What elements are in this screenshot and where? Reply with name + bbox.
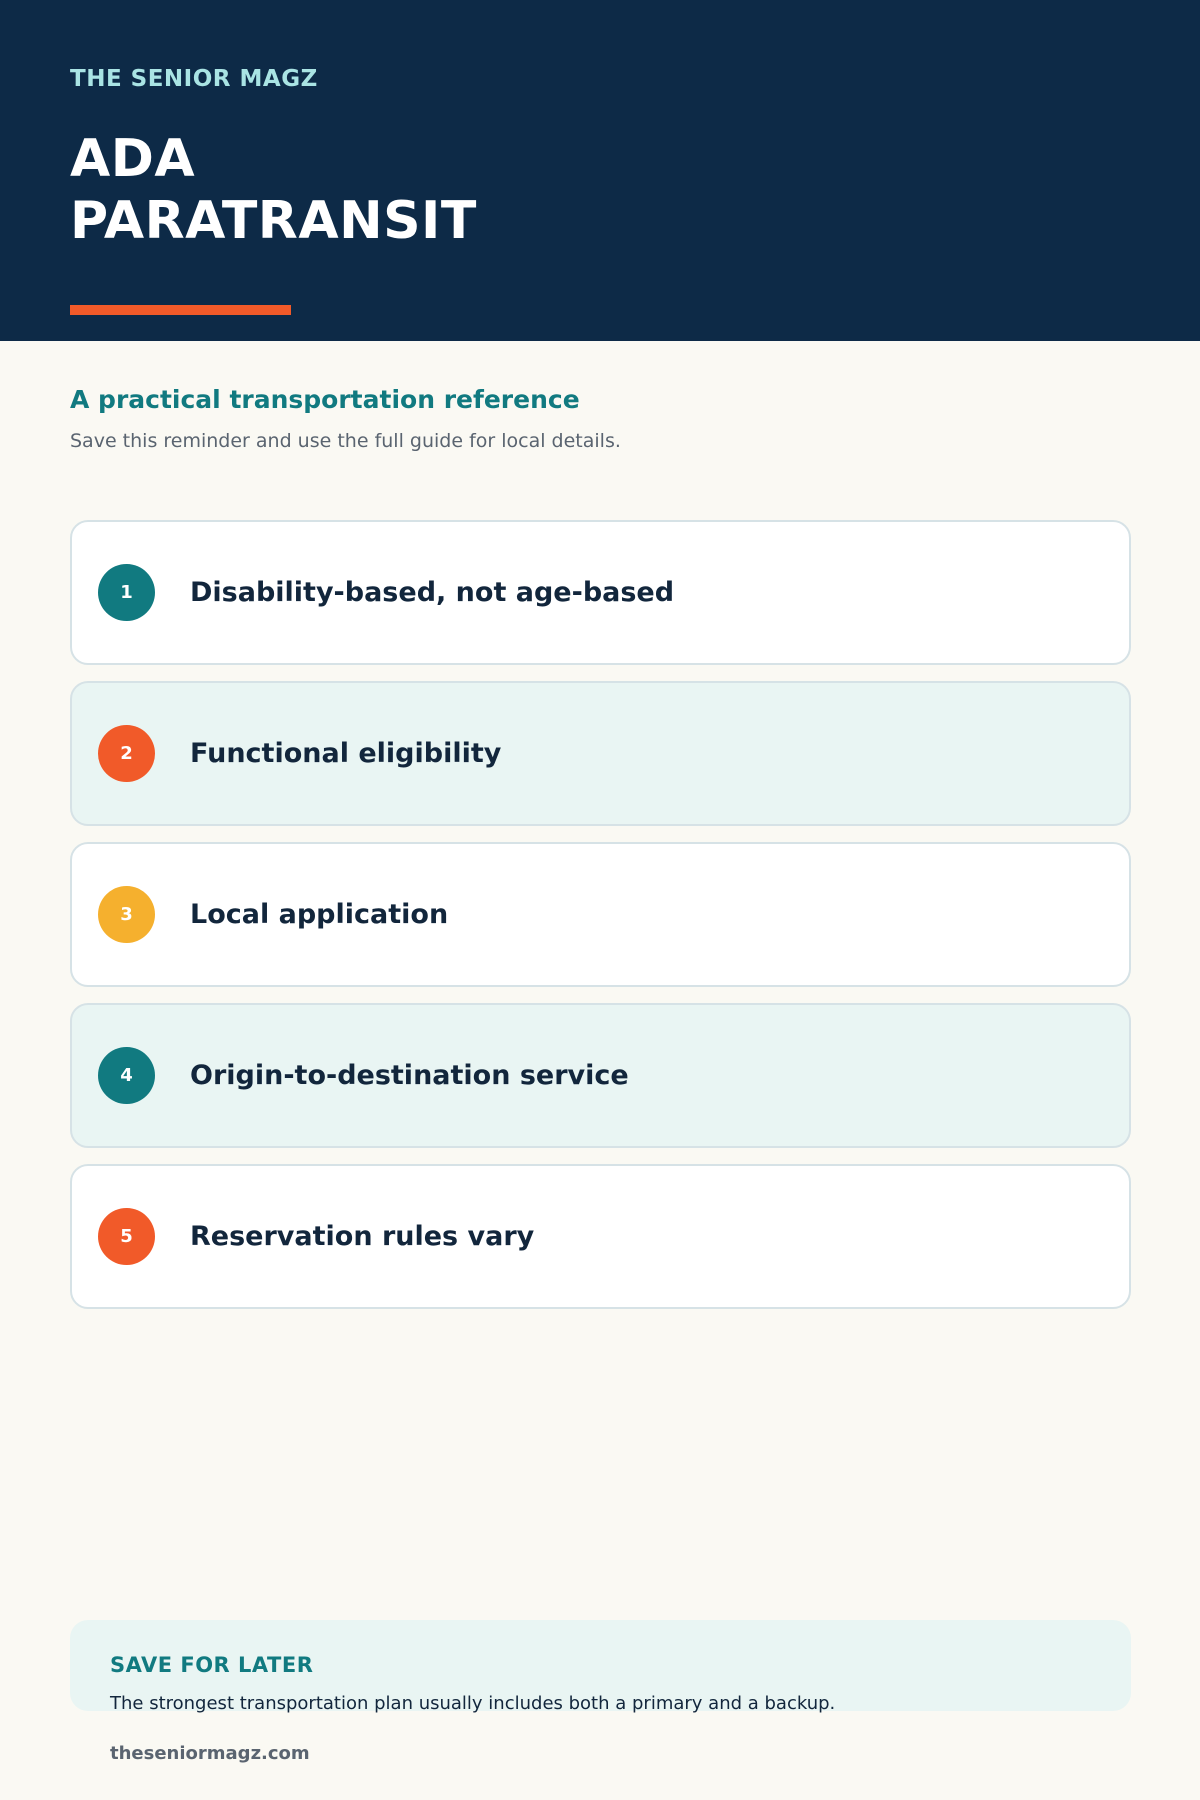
save-for-later-title: SAVE FOR LATER: [110, 1653, 314, 1677]
list-item: [70, 1164, 1131, 1309]
item-number-badge: 4: [98, 1047, 155, 1104]
header-banner: [0, 0, 1200, 341]
item-number-badge: 2: [98, 725, 155, 782]
list-item: [70, 842, 1131, 987]
page-title: [70, 128, 477, 252]
subtitle: A practical transportation reference: [70, 385, 580, 414]
list-item: [70, 520, 1131, 665]
item-number-badge: 3: [98, 886, 155, 943]
item-number-badge: 5: [98, 1208, 155, 1265]
save-for-later-text: The strongest transportation plan usually includes both a primary and a backup.: [110, 1693, 836, 1714]
item-label: Local application: [190, 899, 449, 930]
title-accent-bar: [70, 305, 291, 315]
title-line-1: ADA: [70, 129, 196, 189]
list-item: [70, 1003, 1131, 1148]
title-line-2: PARATRANSIT: [70, 191, 477, 251]
item-label: Disability-based, not age-based: [190, 577, 675, 608]
item-label: Reservation rules vary: [190, 1221, 535, 1252]
brand-name: THE SENIOR MAGZ: [70, 66, 318, 92]
reference-list: [70, 520, 1131, 1325]
website-url: theseniormagz.com: [110, 1743, 310, 1764]
item-label: Functional eligibility: [190, 738, 502, 769]
item-number-badge: 1: [98, 564, 155, 621]
item-label: Origin-to-destination service: [190, 1060, 629, 1091]
intro-text: Save this reminder and use the full guide for local details.: [70, 430, 621, 452]
list-item: [70, 681, 1131, 826]
